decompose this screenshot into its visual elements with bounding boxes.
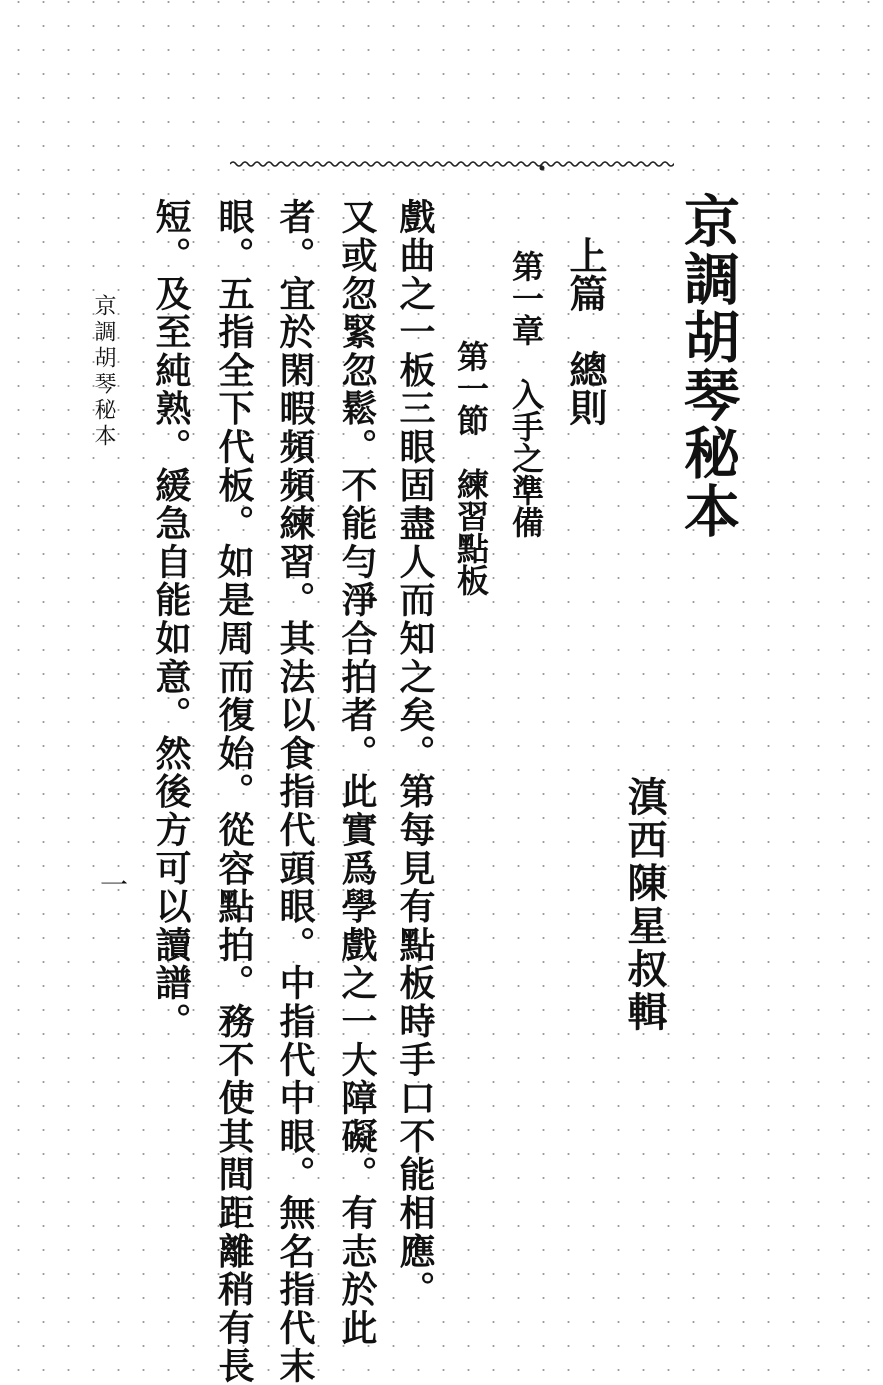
body-text-line: 戲曲之一板三眼固盡人而知之矣。第每見有點板時手口不能相應。: [394, 198, 436, 1309]
book-title: 京調胡琴秘本: [675, 192, 741, 540]
body-text-line: 眼。五指全下代板。如是周而復始。從容點拍。務不使其間距離稍有長: [213, 198, 255, 1385]
body-text-line: 又或忽緊忽鬆。不能勻淨合拍者。此實爲學戲之一大障礙。有志於此: [336, 198, 378, 1347]
body-text-line: 者。宜於閑暇頻頻練習。其法以食指代頭眼。中指代中眼。無名指代末: [274, 198, 316, 1385]
page-number: 一: [96, 870, 129, 898]
section-title: 第一節 練習點板: [452, 340, 490, 596]
ornamental-wavy-rule: [230, 156, 674, 172]
author-credit: 滇西陳星叔輯: [621, 776, 668, 1034]
body-text-line: 短。及至純熟。緩急自能如意。然後方可以讀譜。: [150, 198, 192, 1041]
chapter-title: 第一章 入手之準備: [507, 250, 545, 538]
part-title: 上篇 總則: [563, 236, 608, 426]
margin-book-title: 京調胡琴秘本: [91, 294, 116, 450]
